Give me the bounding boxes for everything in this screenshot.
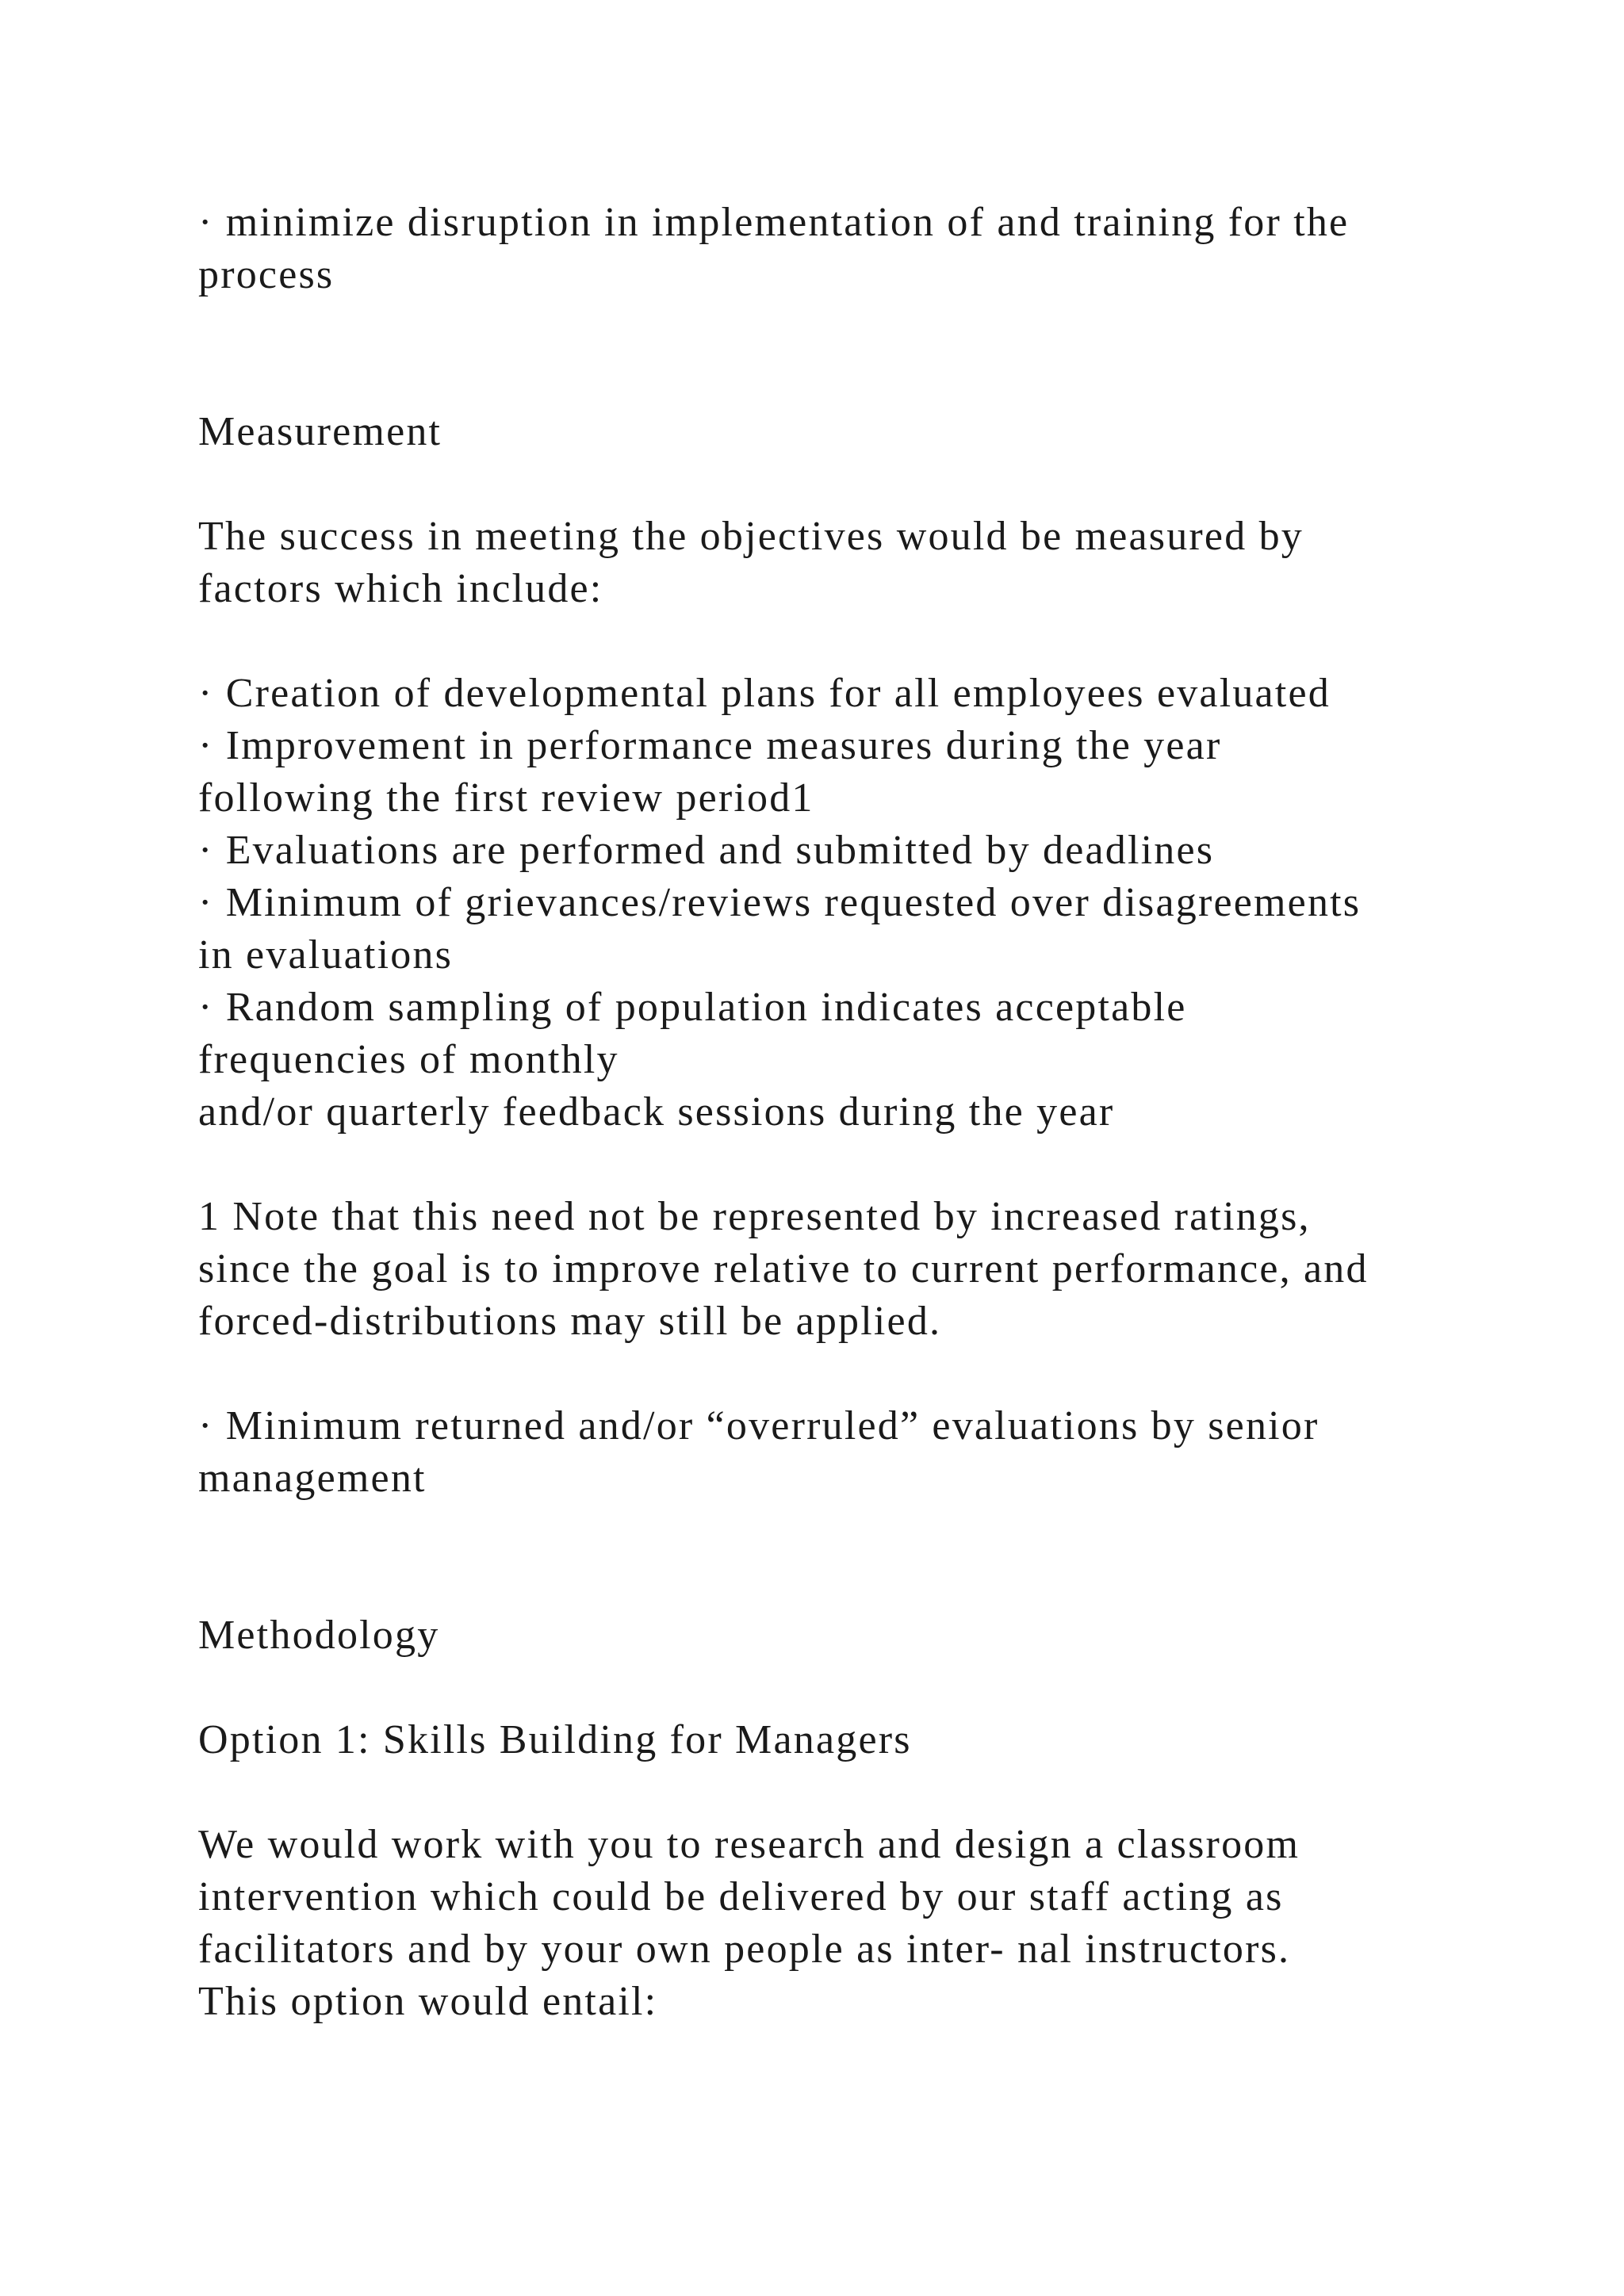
measurement-list-line: following the first review period1 [198,775,814,821]
measurement-list-line: frequencies of monthly [198,1037,619,1082]
objective-bullet-line-1: · minimize disruption in implementation of and training for the [198,200,1350,245]
measurement-list-line: · Improvement in performance measures during the year [198,723,1222,768]
measurement-intro-line-2: factors which include: [198,566,603,611]
option1-body-line: This option would entail: [198,1979,658,2024]
footnote-line: since the goal is to improve relative to current performance, and [198,1246,1369,1292]
measurement-heading: Measurement [198,409,442,454]
measurement-list-line: · Evaluations are performed and submitted by deadlines [198,828,1215,873]
option1-heading: Option 1: Skills Building for Managers [198,1717,912,1762]
measurement-list-line: and/or quarterly feedback sessions during the year [198,1089,1115,1135]
measurement-last-line-1: · Minimum returned and/or “overruled” evaluations by senior [198,1403,1320,1448]
footnote-line: 1 Note that this need not be represented by increased ratings, [198,1194,1311,1239]
measurement-list-line: · Random sampling of population indicates acceptable [198,985,1187,1030]
measurement-list-line: · Creation of developmental plans for all employees evaluated [198,671,1331,716]
measurement-last-line-2: management [198,1456,427,1501]
measurement-list-line: · Minimum of grievances/reviews requested over disagreements [198,880,1362,925]
option1-body-line: We would work with you to research and design a classroom [198,1822,1300,1867]
methodology-heading: Methodology [198,1613,440,1658]
option1-body-line: intervention which could be delivered by our staff acting as [198,1874,1284,1919]
footnote-line: forced-distributions may still be applied. [198,1299,942,1344]
measurement-intro-line-1: The success in meeting the objectives would be measured by [198,514,1304,559]
option1-body-line: facilitators and by your own people as inter- nal instructors. [198,1927,1291,1972]
document-body [198,197,1507,2028]
measurement-list-line: in evaluations [198,932,454,978]
objective-bullet-line-2: process [198,252,335,297]
